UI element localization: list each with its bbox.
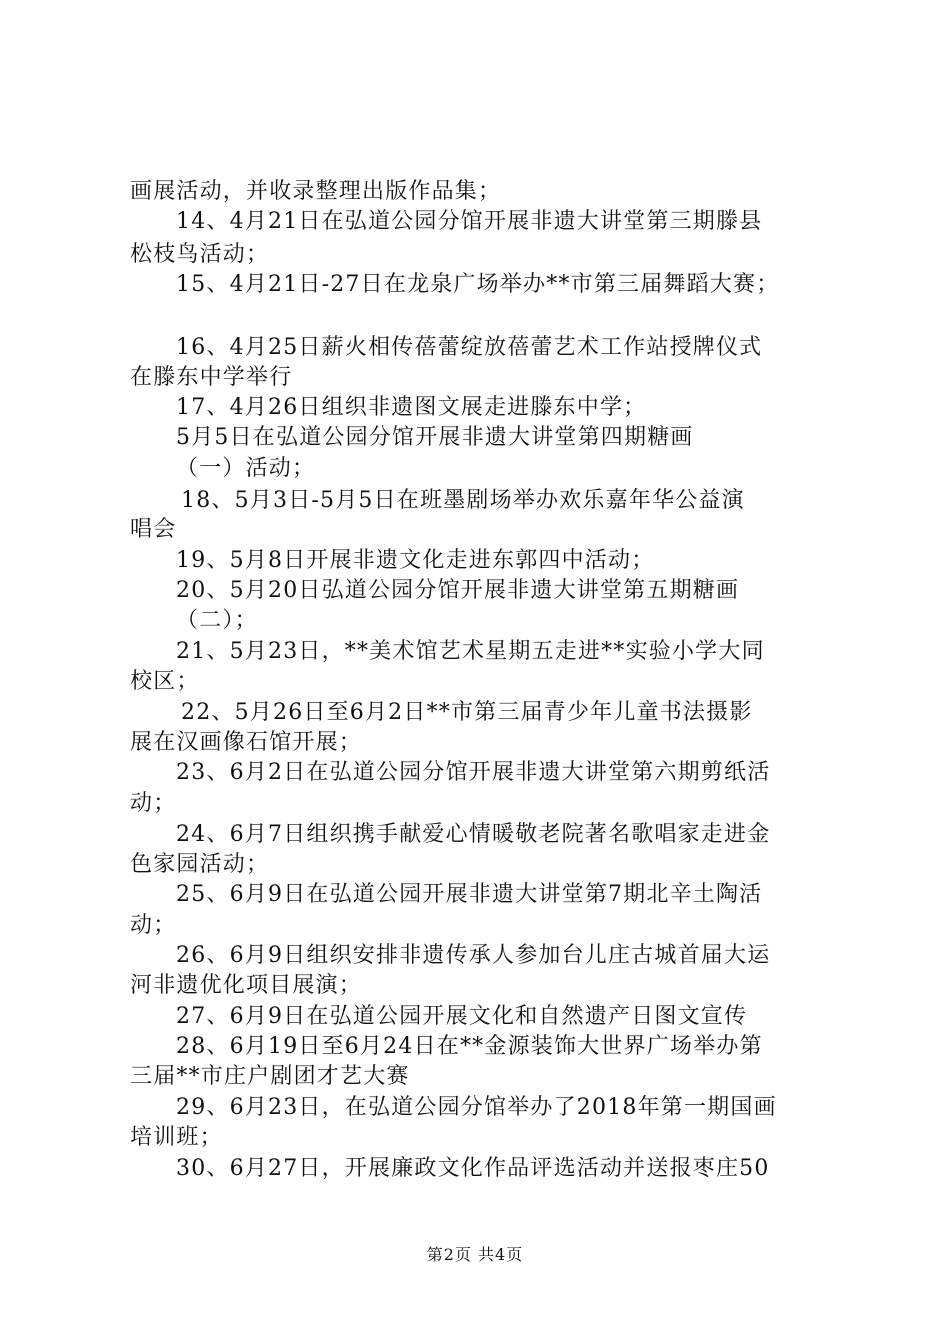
text-line: 25、6月9日在弘道公园开展非遗大讲堂第7期北辛土陶活 xyxy=(176,882,763,907)
text-line: 28、6月19日至6月24日在**金源装饰大世界广场举办第 xyxy=(176,1034,763,1059)
text-line: 30、6月27日，开展廉政文化作品评选活动并送报枣庄50 xyxy=(176,1156,770,1181)
text-line: （二）； xyxy=(176,608,258,633)
text-line: 展在汉画像石馆开展； xyxy=(130,730,363,755)
text-line: 26、6月9日组织安排非遗传承人参加台儿庄古城首届大运 xyxy=(176,943,771,968)
text-line: 24、6月7日组织携手献爱心情暖敬老院著名歌唱家走进金 xyxy=(176,822,771,847)
text-line: 27、6月9日在弘道公园开展文化和自然遗产日图文宣传 xyxy=(176,1004,748,1029)
text-line: 动； xyxy=(130,913,177,938)
page-number: 第2页 共4页 xyxy=(426,1245,524,1264)
text-line: 校区； xyxy=(130,669,200,694)
text-line: 培训班； xyxy=(130,1125,223,1150)
text-line: 16、4月25日薪火相传蓓蕾绽放蓓蕾艺术工作站授牌仪式 xyxy=(176,335,763,360)
text-line: 14、4月21日在弘道公园分馆开展非遗大讲堂第三期滕县 xyxy=(176,209,763,234)
text-line: 松枝鸟活动； xyxy=(130,242,270,267)
text-line: 29、6月23日，在弘道公园分馆举办了2018年第一期国画 xyxy=(176,1095,777,1120)
text-line: 动； xyxy=(130,791,177,816)
text-line: 17、4月26日组织非遗图文展走进滕东中学； xyxy=(176,395,647,420)
text-line: 23、6月2日在弘道公园分馆开展非遗大讲堂第六期剪纸活 xyxy=(176,760,771,785)
text-line: 18、5月3日-5月5日在班墨剧场举办欢乐嘉年华公益演 xyxy=(181,488,745,513)
text-line: 22、5月26日至6月2日**市第三届青少年儿童书法摄影 xyxy=(181,700,753,725)
text-line: 河非遗优化项目展演； xyxy=(130,973,363,998)
text-line: 画展活动，并收录整理出版作品集； xyxy=(130,179,502,204)
text-line: 色家园活动； xyxy=(130,852,270,877)
text-line: 唱会 xyxy=(130,517,177,542)
text-line: 5月5日在弘道公园分馆开展非遗大讲堂第四期糖画 xyxy=(176,425,694,450)
text-line: 15、4月21日-27日在龙泉广场举办**市第三届舞蹈大赛； xyxy=(176,272,780,297)
text-line: 在滕东中学举行 xyxy=(130,365,293,390)
text-line: 21、5月23日，**美术馆艺术星期五走进**实验小学大同 xyxy=(176,639,765,664)
text-line: 19、5月8日开展非遗文化走进东郭四中活动； xyxy=(176,548,655,573)
text-line: 三届**市庄户剧团才艺大赛 xyxy=(130,1064,410,1089)
text-line: 20、5月20日弘道公园分馆开展非遗大讲堂第五期糖画 xyxy=(176,578,740,603)
text-line: （一）活动； xyxy=(176,456,316,481)
